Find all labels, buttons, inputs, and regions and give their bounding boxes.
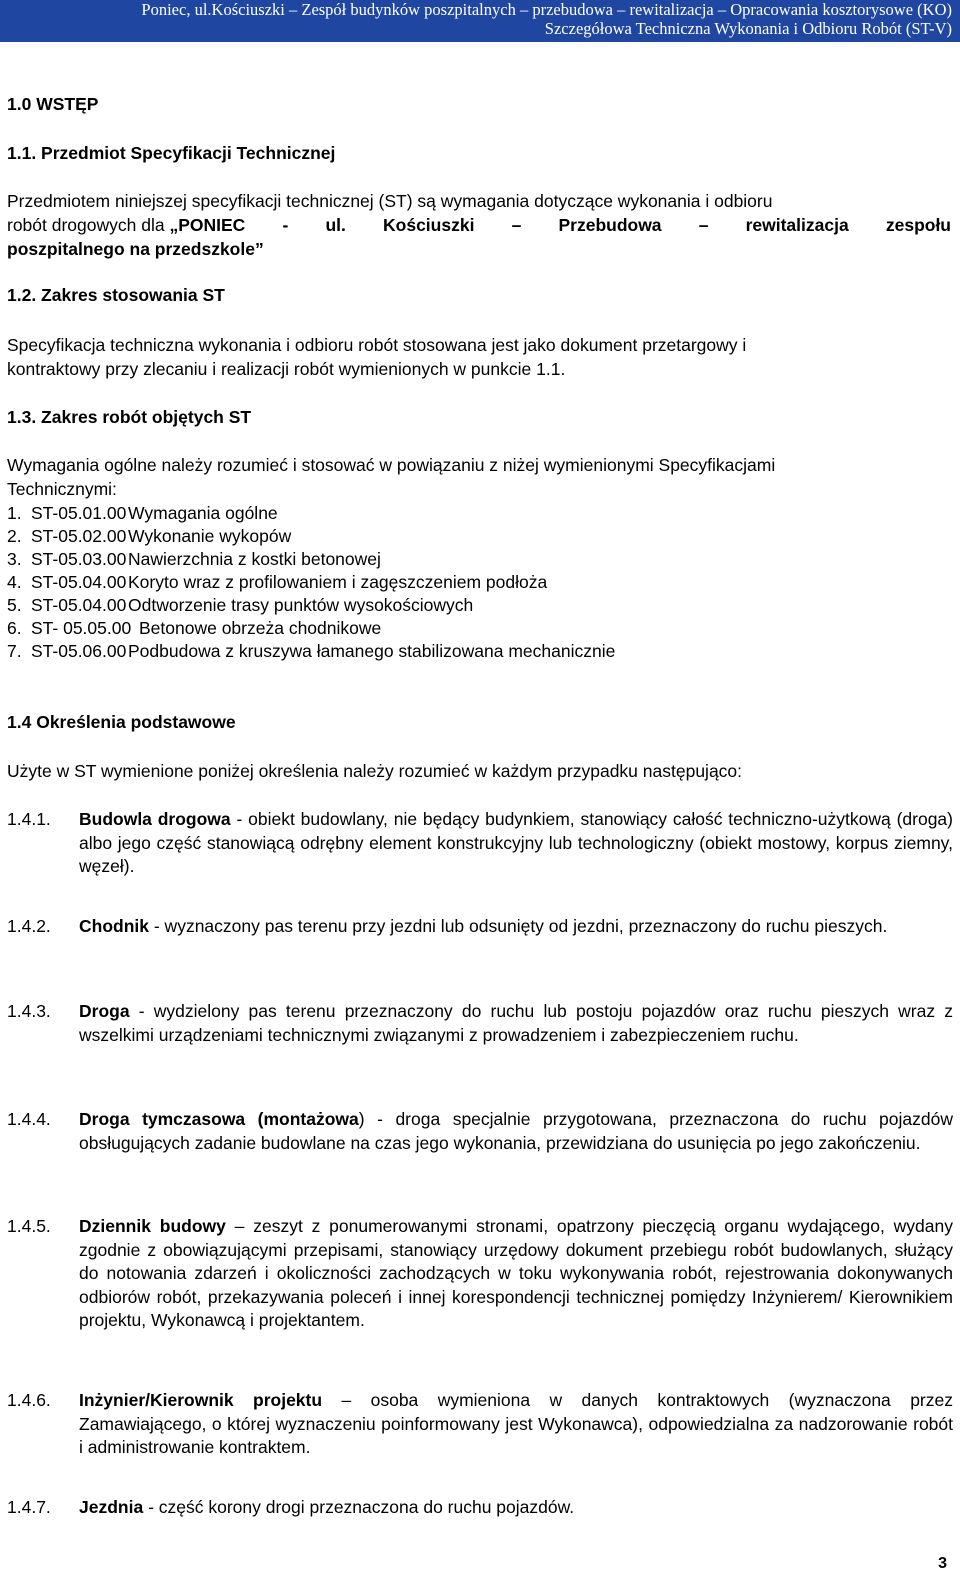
section-heading-1-0: 1.0 WSTĘP bbox=[7, 94, 99, 114]
page-header bbox=[0, 0, 960, 42]
list-item: 1. ST-05.01.00Wymagania ogólne bbox=[7, 503, 278, 523]
paragraph-1-2-line-1: Specyfikacja techniczna wykonania i odbioru robót stosowana jest jako dokument przetargowy i bbox=[7, 335, 747, 355]
header-line-1: Poniec, ul.Kościuszki – Zespół budynków poszpitalnych – przebudowa – rewitalizacja – Opracowania kosztorysowe (KO) bbox=[141, 0, 952, 19]
page-number: 3 bbox=[938, 1555, 947, 1572]
definition-term: Jezdnia bbox=[79, 1497, 144, 1517]
paragraph-1-1-line-1: Przedmiotem niniejszej specyfikacji technicznej (ST) są wymagania dotyczące wykonania i odbioru bbox=[7, 191, 773, 211]
section-heading-1-4: 1.4 Określenia podstawowe bbox=[7, 712, 236, 732]
definition-term: Budowla drogowa bbox=[79, 809, 231, 829]
header-line-2: Szczegółowa Techniczna Wykonania i Odbioru Robót (ST-V) bbox=[544, 19, 952, 38]
paragraph-1-1-normal-text: robót drogowych dla bbox=[7, 215, 170, 235]
paragraph-1-3-line-1: Wymagania ogólne należy rozumieć i stosować w powiązaniu z niżej wymienionymi Specyfikacjami bbox=[7, 455, 776, 475]
list-item: 7. ST-05.06.00Podbudowa z kruszywa łamanego stabilizowana mechanicznie bbox=[7, 641, 616, 661]
definition-term: Inżynier/Kierownik projektu bbox=[79, 1390, 323, 1410]
section-heading-1-3: 1.3. Zakres robót objętych ST bbox=[7, 407, 252, 427]
list-item: 6. ST- 05.05.00 Betonowe obrzeża chodnikowe bbox=[7, 618, 382, 638]
project-name-bold: „PONIEC - ul. Kościuszki – Przebudowa – rewitalizacja zespołu bbox=[169, 215, 951, 235]
section-heading-1-2: 1.2. Zakres stosowania ST bbox=[7, 285, 225, 305]
section-heading-1-1: 1.1. Przedmiot Specyfikacji Technicznej bbox=[7, 143, 336, 163]
definition-term: Dziennik budowy bbox=[79, 1216, 226, 1236]
paragraph-1-4-intro: Użyte w ST wymienione poniżej określenia należy rozumieć w każdym przypadku następująco: bbox=[7, 761, 743, 781]
project-name-bold-cont: poszpitalnego na przedszkole” bbox=[7, 239, 264, 259]
definition-term: Droga bbox=[79, 1001, 130, 1021]
list-item: 4. ST-05.04.00Koryto wraz z profilowaniem i zagęszczeniem podłoża bbox=[7, 572, 548, 592]
paragraph-1-3-line-2: Technicznymi: bbox=[7, 479, 117, 499]
definition-term: Droga tymczasowa (montażowa bbox=[79, 1109, 359, 1129]
definition-term: Chodnik bbox=[79, 916, 149, 936]
list-item: 3. ST-05.03.00Nawierzchnia z kostki betonowej bbox=[7, 549, 381, 569]
list-item: 5. ST-05.04.00Odtworzenie trasy punktów wysokościowych bbox=[7, 595, 474, 615]
list-item: 2. ST-05.02.00Wykonanie wykopów bbox=[7, 526, 292, 546]
paragraph-1-1-line-2 bbox=[7, 214, 951, 238]
paragraph-1-2-line-2: kontraktowy przy zlecaniu i realizacji robót wymienionych w punkcie 1.1. bbox=[7, 359, 566, 379]
